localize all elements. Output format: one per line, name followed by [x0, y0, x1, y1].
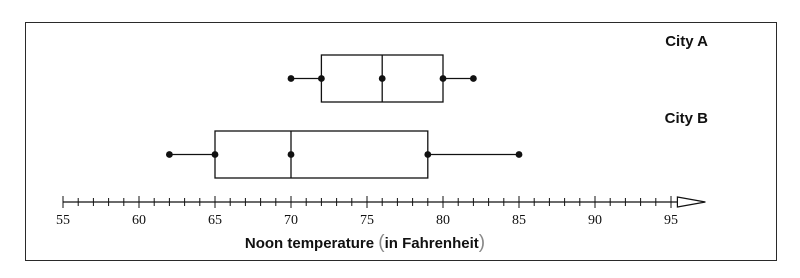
- x-axis-arrowhead: [677, 197, 705, 207]
- city-b-point-median: [288, 151, 295, 158]
- x-tick-label-60: 60: [132, 213, 146, 228]
- city-b-point-q3: [424, 151, 431, 158]
- city-b-box: [215, 131, 428, 178]
- city-a-point-q1: [318, 75, 325, 82]
- x-tick-label-95: 95: [664, 213, 678, 228]
- city-a-point-min: [288, 75, 295, 82]
- x-tick-label-75: 75: [360, 213, 374, 228]
- city-a-point-max: [470, 75, 477, 82]
- x-tick-label-55: 55: [56, 213, 70, 228]
- x-tick-label-70: 70: [284, 213, 298, 228]
- city-b-point-min: [166, 151, 173, 158]
- x-tick-label-85: 85: [512, 213, 526, 228]
- city-b-point-q1: [212, 151, 219, 158]
- city-a-label: City A: [665, 33, 708, 50]
- x-axis: [56, 196, 705, 228]
- x-axis-title-part-1: Noon temperature: [244, 235, 379, 252]
- x-axis-title: [245, 232, 485, 253]
- x-axis-title-paren-open: (: [378, 232, 385, 253]
- city-b-label: City B: [664, 110, 708, 127]
- x-tick-label-90: 90: [588, 213, 602, 228]
- boxplots-layer: [166, 33, 708, 178]
- city-a-point-q3: [440, 75, 447, 82]
- x-tick-label-80: 80: [436, 213, 450, 228]
- city-b-point-max: [516, 151, 523, 158]
- x-axis-title-paren-close: ): [478, 232, 486, 253]
- x-axis-title-part-2: in Fahrenheit: [384, 235, 479, 252]
- x-tick-label-65: 65: [208, 213, 222, 228]
- city-a-point-median: [379, 75, 386, 82]
